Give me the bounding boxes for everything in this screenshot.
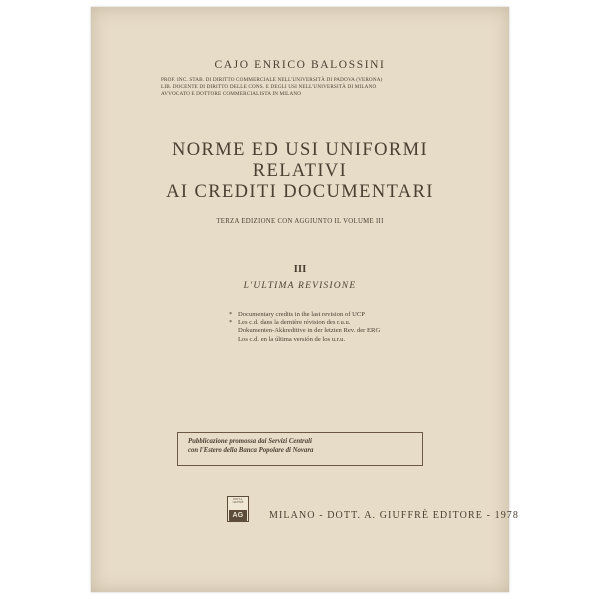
bullet-icon	[229, 327, 238, 335]
volume-number: III	[293, 263, 307, 275]
title-line: NORME ED USI UNIFORMI	[171, 140, 429, 160]
publisher-logo-icon	[227, 496, 249, 522]
list-item-text: Documentary credits in the last revision of UCP	[238, 311, 365, 318]
notice-line: con l'Estero della Banca Popolare di Novara	[188, 447, 314, 454]
logo-line: GIUFFRÈ	[232, 501, 244, 504]
logo-line: DOTT.A.	[233, 498, 243, 501]
list-item-text: Dokumenten-Akkreditive in der letzten Rev. der ERG	[238, 327, 381, 335]
volume-subtitle: L'ULTIMA REVISIONE	[243, 281, 357, 291]
list-item	[229, 319, 429, 327]
credential-line: PROF. INC. STAB. DI DIRITTO COMMERCIALE NELL'UNIVERSITÀ DI PADOVA (VERONA)	[161, 77, 383, 83]
credential-line: AVVOCATO E DOTTORE COMMERCIALISTA IN MILANO	[161, 91, 302, 97]
credential-line: LIB. DOCENTE DI DIRITTO DELLE CONS. E DEGLI USI NELL'UNIVERSITÀ DI MILANO	[161, 84, 377, 90]
list-item	[229, 327, 429, 335]
author-credentials	[161, 77, 461, 98]
list-item-text: Les c.d. dans la dernière révision des r.u.u.	[238, 319, 351, 327]
list-item	[229, 311, 429, 319]
book-title	[91, 140, 509, 203]
bullet-icon: *	[229, 319, 233, 327]
logo-mark: AG	[229, 510, 247, 521]
list-item-text: Los c.d. en la última versión de los u.r.u.	[238, 335, 346, 343]
title-line: AI CREDITI DOCUMENTARI	[166, 182, 434, 202]
book-cover	[91, 7, 520, 592]
contents-list	[229, 311, 429, 344]
author-name: CAJO ENRICO BALOSSINI	[214, 59, 386, 71]
bullet-icon	[229, 336, 238, 344]
notice-line: Pubblicazione promossa dai Servizi Centrali	[188, 438, 312, 445]
sponsor-notice-box	[177, 432, 423, 466]
logo-text	[229, 498, 247, 504]
bullet-icon: *	[229, 311, 233, 318]
list-item	[229, 336, 429, 344]
publisher-imprint: MILANO - DOTT. A. GIUFFRÈ EDITORE - 1978	[269, 510, 520, 521]
edition-note: TERZA EDIZIONE CON AGGIUNTO IL VOLUME III	[216, 218, 384, 225]
title-line: RELATIVI	[252, 161, 348, 181]
